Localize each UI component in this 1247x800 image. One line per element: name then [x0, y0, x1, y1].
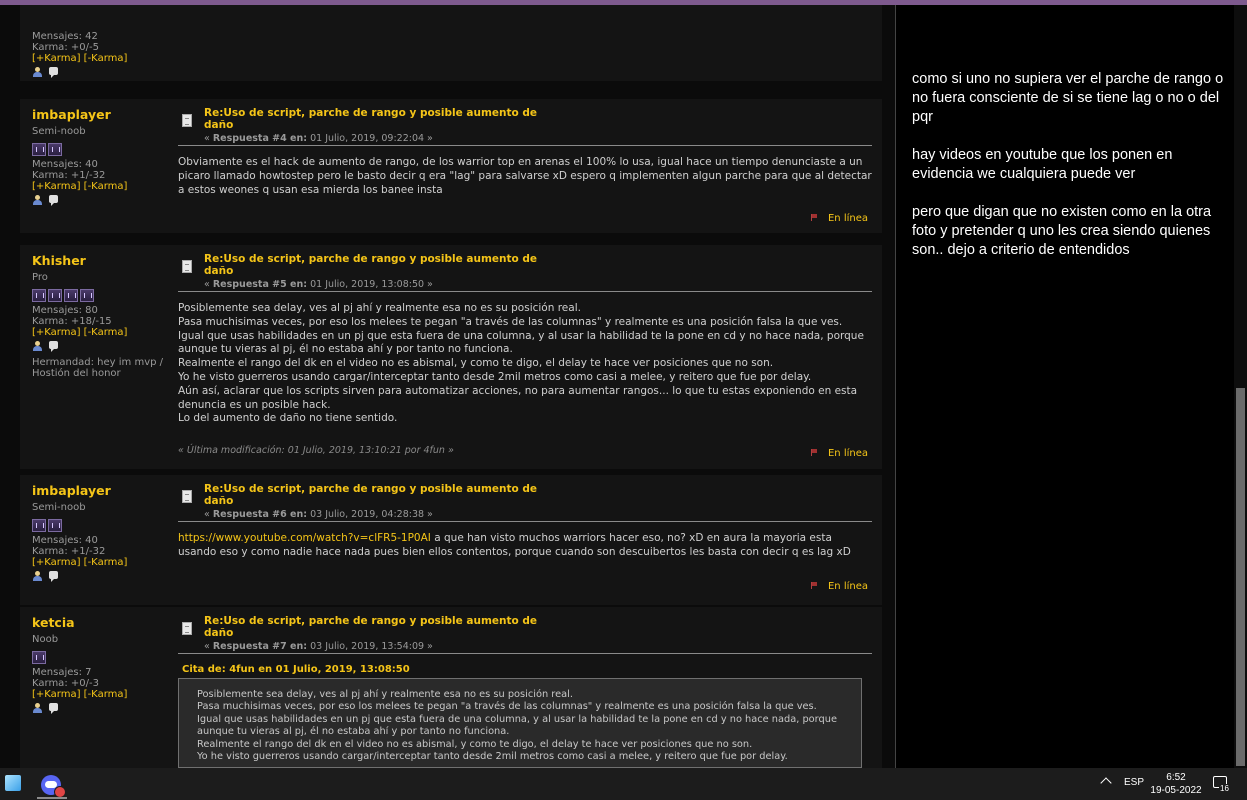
post-count: Mensajes: 7	[32, 667, 92, 678]
reply-number: Respuesta #6 en:	[212, 509, 308, 520]
quote-paragraph: Pasa muchisimas veces, por eso los melees te pegan "a través de las columnas" y realmente es una posición falsa la que ves.	[197, 701, 817, 713]
poster-rank: Noob	[32, 634, 59, 645]
forum-post	[20, 99, 882, 233]
clock[interactable]	[1146, 771, 1206, 797]
quote-paragraph: Yo he visto guerreros usando cargar/interceptar tanto desde 2mil metros como casi a melee, y reitero que fue por delay.	[197, 751, 788, 763]
forum-thread	[0, 5, 896, 768]
karma-links[interactable]: [+Karma] [-Karma]	[32, 181, 128, 192]
online-status[interactable]	[811, 213, 868, 224]
side-note-paragraph: hay videos en youtube que los ponen en evidencia we cualquiera puede ver	[912, 147, 1173, 182]
poster-info	[32, 485, 167, 581]
poster-name[interactable]: imbaplayer	[32, 483, 111, 498]
profile-icon[interactable]	[32, 341, 43, 351]
post-count: Mensajes: 80	[32, 305, 98, 316]
post-subject[interactable]: Re:Uso de script, parche de rango y posible aumento de daño	[204, 615, 538, 639]
flag-icon	[811, 449, 818, 456]
post-count: Mensajes: 42	[32, 31, 98, 42]
document-icon	[182, 622, 192, 635]
quote-block	[178, 678, 862, 768]
post-paragraph: Obviamente es el hack de aumento de rango, de los warrior top en arenas el 100% lo usa, igual hace un tiempo denunciaste a un picaro llamado howtostep pero le basto decir q era "lag" para salvarse xD espero q implementen algun parche para que al detectar a estos weones q usan esa mierda los banee insta	[178, 156, 872, 196]
poster-name[interactable]: ketcia	[32, 615, 75, 630]
karma-links[interactable]: [+Karma] [-Karma]	[32, 53, 128, 64]
post-paragraph: Igual que usas habilidades en un pj que esta fuera de una columna, y al usar la habilidad te la pone en cd y no hace nada, porque aunque tu vieras al pj, él no estaba ahí y por tanto no funciona.	[178, 329, 864, 356]
post-count: Mensajes: 40	[32, 159, 98, 170]
karma-value: Karma: +18/-15	[32, 316, 112, 327]
file-explorer-icon[interactable]	[5, 775, 21, 791]
reply-number: Respuesta #7 en:	[212, 641, 308, 652]
post-subject[interactable]: Re:Uso de script, parche de rango y posible aumento de daño	[204, 107, 538, 131]
post-header	[178, 613, 872, 654]
taskbar	[0, 768, 1247, 800]
rank-star-icon	[80, 289, 94, 302]
rank-star-icon	[32, 519, 46, 532]
online-status[interactable]	[811, 581, 868, 592]
quote-paragraph: Posiblemente sea delay, ves al pj ahí y realmente esa no es su posición real.	[197, 689, 573, 700]
rank-star-icon	[48, 143, 62, 156]
post-meta: « Respuesta #6 en: 03 Julio, 2019, 04:28:38 »	[204, 509, 433, 520]
rank-star-icon	[48, 289, 62, 302]
reply-number: Respuesta #5 en:	[212, 279, 308, 290]
message-icon[interactable]	[49, 571, 58, 579]
post-body	[178, 302, 872, 426]
post-paragraph: Aún así, aclarar que los scripts sirven para automatizar acciones, no para aumentar rangos... lo que tu estas exponiendo en esta denuncia es un posible hack.	[178, 384, 858, 411]
panel-divider	[895, 5, 896, 768]
post-subject[interactable]: Re:Uso de script, parche de rango y posible aumento de daño	[204, 253, 538, 277]
post-paragraph: Pasa muchisimas veces, por eso los melees te pegan "a través de las columnas" y realmente es una posición falsa la que ves.	[178, 315, 843, 328]
post-paragraph: Lo del aumento de daño no tiene sentido.	[178, 412, 398, 425]
rank-stars	[32, 289, 167, 302]
poster-info	[32, 255, 167, 379]
message-icon[interactable]	[49, 341, 58, 349]
rank-star-icon	[32, 143, 46, 156]
post-content	[178, 613, 872, 768]
profile-icon[interactable]	[32, 703, 43, 713]
post-header	[178, 251, 872, 292]
post-meta: « Respuesta #5 en: 01 Julio, 2019, 13:08:50 »	[204, 279, 433, 290]
flag-icon	[811, 214, 818, 221]
chevron-up-icon[interactable]	[1100, 777, 1111, 788]
document-icon	[182, 490, 192, 503]
post-header	[178, 481, 872, 522]
document-icon	[182, 114, 192, 127]
post-paragraph	[178, 532, 872, 560]
post-count: Mensajes: 40	[32, 535, 98, 546]
poster-rank: Semi-noob	[32, 126, 86, 137]
document-icon	[182, 260, 192, 273]
rank-star-icon	[32, 651, 46, 664]
karma-value: Karma: +0/-3	[32, 678, 99, 689]
rank-stars	[32, 651, 167, 664]
reply-number: Respuesta #4 en:	[212, 133, 308, 144]
rank-star-icon	[48, 519, 62, 532]
poster-info	[32, 31, 167, 77]
post-content	[178, 251, 872, 426]
karma-value: Karma: +1/-32	[32, 170, 106, 181]
online-status-label: En línea	[827, 448, 868, 459]
post-content	[178, 105, 872, 197]
poster-info	[32, 109, 167, 205]
post-header	[178, 105, 872, 146]
last-modified: « Última modificación: 01 Julio, 2019, 13:10:21 por 4fun »	[178, 445, 454, 456]
post-paragraph: Yo he visto guerreros usando cargar/interceptar tanto desde 2mil metros como casi a melee, y reitero que fue por delay.	[178, 370, 812, 383]
karma-links[interactable]: [+Karma] [-Karma]	[32, 689, 128, 700]
scrollbar-thumb[interactable]	[1236, 388, 1245, 766]
side-note	[912, 70, 1227, 279]
rank-star-icon	[64, 289, 78, 302]
quote-paragraph: Igual que usas habilidades en un pj que esta fuera de una columna, y al usar la habilidad te la pone en cd y no hace nada, porque aunque tu vieras al pj, él no estaba ahí y por tanto no funciona.	[197, 713, 837, 738]
quote-header[interactable]: Cita de: 4fun en 01 Julio, 2019, 13:08:50	[182, 664, 410, 675]
karma-value: Karma: +1/-32	[32, 546, 106, 557]
post-body	[178, 156, 872, 197]
post-content	[178, 481, 872, 560]
karma-value: Karma: +0/-5	[32, 42, 99, 53]
post-body	[178, 532, 872, 560]
reply-date: 03 Julio, 2019, 04:28:38 »	[310, 509, 433, 520]
side-note-paragraph: como si uno no supiera ver el parche de rango o no fuera consciente de si se tiene lag o no o del pqr	[912, 71, 1224, 125]
reply-date: 01 Julio, 2019, 13:08:50 »	[310, 279, 433, 290]
post-meta: « Respuesta #7 en: 03 Julio, 2019, 13:54:09 »	[204, 641, 433, 652]
post-paragraph: Realmente el rango del dk en el video no es abismal, y como te digo, el delay te hace ver posiciones que no son.	[178, 357, 774, 370]
clock-time: 6:52	[1166, 772, 1186, 783]
poster-rank: Semi-noob	[32, 502, 86, 513]
rank-stars	[32, 143, 167, 156]
message-icon[interactable]	[49, 703, 58, 711]
active-app-indicator	[37, 797, 67, 799]
post-meta: « Respuesta #4 en: 01 Julio, 2019, 09:22:04 »	[204, 133, 433, 144]
forum-post-partial	[20, 5, 882, 81]
poster-rank: Pro	[32, 272, 48, 283]
forum-post	[20, 245, 882, 469]
forum-post	[20, 607, 882, 768]
karma-links[interactable]: [+Karma] [-Karma]	[32, 557, 128, 568]
youtube-link[interactable]: https://www.youtube.com/watch?v=clFR5-1P0AI	[178, 532, 431, 544]
profile-icon[interactable]	[32, 67, 43, 77]
message-icon[interactable]	[49, 195, 58, 203]
rank-stars	[32, 519, 167, 532]
language-indicator[interactable]: ESP	[1124, 777, 1145, 788]
post-subject[interactable]: Re:Uso de script, parche de rango y posible aumento de daño	[204, 483, 538, 507]
poster-info	[32, 617, 167, 713]
online-status[interactable]	[811, 448, 868, 459]
flag-icon	[811, 582, 818, 589]
notification-count: 16	[1220, 784, 1229, 793]
rank-star-icon	[32, 289, 46, 302]
post-text: a que han visto muchos warriors hacer eso, no? xD en aura la mayoria esta usando eso y como nadie hace nada pues bien ellos contentos, porque cuando son descuibertos les basta con decir q es lag xD	[178, 532, 851, 558]
online-status-label: En línea	[827, 213, 868, 224]
poster-name[interactable]: imbaplayer	[32, 107, 111, 122]
profile-icon[interactable]	[32, 571, 43, 581]
karma-links[interactable]: [+Karma] [-Karma]	[32, 327, 128, 338]
reply-date: 03 Julio, 2019, 13:54:09 »	[310, 641, 433, 652]
post-paragraph: Posiblemente sea delay, ves al pj ahí y realmente esa no es su posición real.	[178, 302, 581, 314]
quote-paragraph: Realmente el rango del dk en el video no es abismal, y como te digo, el delay te hace ver posiciones que no son.	[197, 738, 753, 750]
poster-name[interactable]: Khisher	[32, 253, 86, 268]
poster-guild: Hermandad: hey im mvp / Hostión del honor	[32, 357, 164, 379]
scrollbar[interactable]	[1234, 5, 1247, 768]
message-icon[interactable]	[49, 67, 58, 75]
reply-date: 01 Julio, 2019, 09:22:04 »	[310, 133, 433, 144]
clock-date: 19-05-2022	[1150, 785, 1202, 796]
forum-post	[20, 475, 882, 605]
online-status-label: En línea	[827, 581, 868, 592]
profile-icon[interactable]	[32, 195, 43, 205]
side-note-paragraph: pero que digan que no existen como en la otra foto y pretender q uno les crea siendo quienes son.. dejo a criterio de entendidos	[912, 204, 1212, 258]
